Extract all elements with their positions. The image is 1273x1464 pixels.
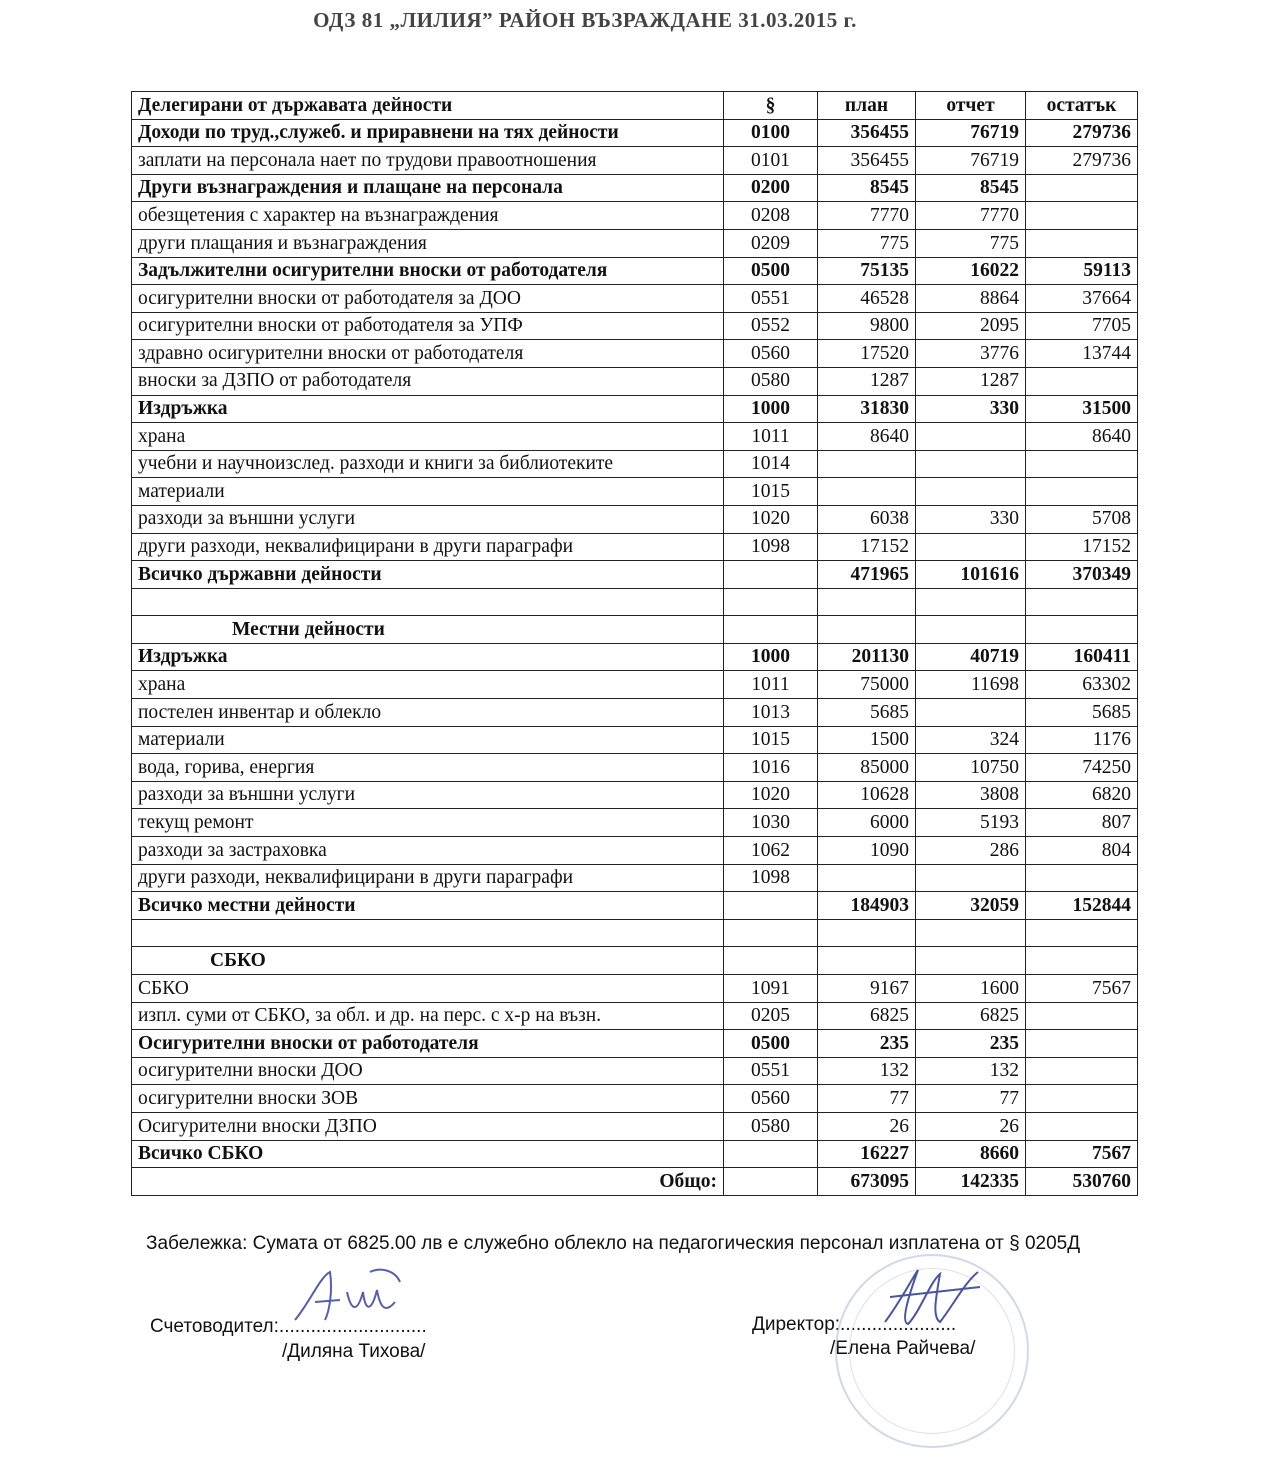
row-paragraph [724, 892, 818, 920]
row-remainder: 807 [1026, 809, 1138, 837]
row-plan: 1090 [818, 837, 916, 865]
row-plan [818, 947, 916, 975]
accountant-handwritten-signature [285, 1262, 415, 1332]
row-report: 286 [916, 837, 1026, 865]
row-label: Издръжка [132, 395, 724, 423]
row-remainder: 7567 [1026, 1140, 1138, 1168]
row-paragraph: 1062 [724, 837, 818, 865]
table-row [132, 919, 1138, 947]
table-row [132, 1002, 1138, 1030]
row-plan [818, 616, 916, 644]
row-remainder [1026, 450, 1138, 478]
row-plan: 471965 [818, 561, 916, 589]
row-remainder [1026, 174, 1138, 202]
row-report [916, 919, 1026, 947]
table-row [132, 1168, 1138, 1196]
director-signature-line: Директор:...................... [752, 1314, 957, 1335]
row-paragraph: 1015 [724, 478, 818, 506]
table-row [132, 395, 1138, 423]
row-paragraph: 0208 [724, 202, 818, 230]
row-report: 101616 [916, 561, 1026, 589]
row-plan: 8545 [818, 174, 916, 202]
row-paragraph: 0500 [724, 1030, 818, 1058]
table-row [132, 533, 1138, 561]
row-report [916, 947, 1026, 975]
row-remainder: 37664 [1026, 285, 1138, 313]
row-plan [818, 478, 916, 506]
row-report: 8545 [916, 174, 1026, 202]
row-report: 235 [916, 1030, 1026, 1058]
row-paragraph: 1000 [724, 395, 818, 423]
row-report: 8660 [916, 1140, 1026, 1168]
row-plan: 31830 [818, 395, 916, 423]
row-report [916, 616, 1026, 644]
row-paragraph [724, 1168, 818, 1196]
row-remainder [1026, 202, 1138, 230]
row-report: 77 [916, 1085, 1026, 1113]
row-report [916, 864, 1026, 892]
row-remainder: 7567 [1026, 975, 1138, 1003]
row-paragraph: 0580 [724, 1112, 818, 1140]
row-label: изпл. суми от СБКО, за обл. и др. на перс. с х-р на възн. [132, 1002, 724, 1030]
row-label: други разходи, неквалифицирани в други параграфи [132, 533, 724, 561]
director-name: /Елена Райчева/ [830, 1338, 976, 1359]
table-row [132, 671, 1138, 699]
row-remainder: 279736 [1026, 119, 1138, 147]
table-row [132, 423, 1138, 451]
row-label [132, 588, 724, 616]
row-plan: 6825 [818, 1002, 916, 1030]
table-row [132, 975, 1138, 1003]
row-label [132, 919, 724, 947]
row-remainder: 370349 [1026, 561, 1138, 589]
row-report: 330 [916, 395, 1026, 423]
row-remainder [1026, 1057, 1138, 1085]
row-label: вноски за ДЗПО от работодателя [132, 367, 724, 395]
row-plan [818, 588, 916, 616]
row-plan: 5685 [818, 699, 916, 727]
row-plan [818, 864, 916, 892]
row-paragraph: 1020 [724, 505, 818, 533]
row-plan: 356455 [818, 147, 916, 175]
row-plan: 10628 [818, 781, 916, 809]
row-paragraph [724, 561, 818, 589]
row-report: 142335 [916, 1168, 1026, 1196]
row-plan: 85000 [818, 754, 916, 782]
row-paragraph [724, 616, 818, 644]
row-plan [818, 919, 916, 947]
row-label: Всичко местни дейности [132, 892, 724, 920]
row-label: Задължителни осигурителни вноски от работодателя [132, 257, 724, 285]
table-row [132, 699, 1138, 727]
row-plan: 6038 [818, 505, 916, 533]
row-label: постелен инвентар и облекло [132, 699, 724, 727]
row-report: 76719 [916, 147, 1026, 175]
accountant-name: /Диляна Тихова/ [282, 1341, 426, 1362]
table-row [132, 1140, 1138, 1168]
row-label: СБКО [132, 947, 724, 975]
row-report: 775 [916, 229, 1026, 257]
document-title: ОДЗ 81 „ЛИЛИЯ” РАЙОН ВЪЗРАЖДАНЕ 31.03.2015 г. [313, 8, 857, 32]
row-paragraph: 1011 [724, 423, 818, 451]
row-label: вода, горива, енергия [132, 754, 724, 782]
row-label: храна [132, 423, 724, 451]
row-remainder: 74250 [1026, 754, 1138, 782]
row-paragraph: 1020 [724, 781, 818, 809]
row-plan: 1287 [818, 367, 916, 395]
row-remainder: 530760 [1026, 1168, 1138, 1196]
row-paragraph: 1016 [724, 754, 818, 782]
table-row [132, 340, 1138, 368]
row-label: Местни дейности [132, 616, 724, 644]
row-report [916, 588, 1026, 616]
table-row [132, 892, 1138, 920]
row-paragraph: 0200 [724, 174, 818, 202]
row-remainder [1026, 478, 1138, 506]
row-remainder [1026, 588, 1138, 616]
row-label: други разходи, неквалифицирани в други параграфи [132, 864, 724, 892]
row-label: Осигурителни вноски ДЗПО [132, 1112, 724, 1140]
row-report [916, 533, 1026, 561]
row-report: 3776 [916, 340, 1026, 368]
row-paragraph: 0560 [724, 340, 818, 368]
row-report: 32059 [916, 892, 1026, 920]
row-paragraph: 1015 [724, 726, 818, 754]
row-report: 5193 [916, 809, 1026, 837]
row-paragraph: 0205 [724, 1002, 818, 1030]
row-plan: 356455 [818, 119, 916, 147]
table-row [132, 285, 1138, 313]
footnote: Забележка: Сумата от 6825.00 лв е служебно облекло на педагогическия персонал изплатена от § 0205Д [146, 1233, 1081, 1254]
table-row [132, 864, 1138, 892]
row-remainder [1026, 367, 1138, 395]
row-report: 8864 [916, 285, 1026, 313]
row-paragraph [724, 947, 818, 975]
budget-table [131, 91, 1138, 1196]
row-label: учебни и научноизслед. разходи и книги за библиотеките [132, 450, 724, 478]
row-remainder: 804 [1026, 837, 1138, 865]
row-paragraph: 1030 [724, 809, 818, 837]
table-row [132, 257, 1138, 285]
accountant-signature-line: Счетоводител:............................ [150, 1316, 427, 1337]
row-paragraph: 0552 [724, 312, 818, 340]
row-paragraph: 1013 [724, 699, 818, 727]
row-label: осигурителни вноски от работодателя за ДОО [132, 285, 724, 313]
row-plan: 9167 [818, 975, 916, 1003]
row-remainder [1026, 616, 1138, 644]
row-plan: 6000 [818, 809, 916, 837]
table-row [132, 588, 1138, 616]
table-row [132, 947, 1138, 975]
row-plan: 17520 [818, 340, 916, 368]
row-remainder [1026, 1112, 1138, 1140]
row-remainder [1026, 919, 1138, 947]
row-plan: 75135 [818, 257, 916, 285]
row-label: разходи за външни услуги [132, 781, 724, 809]
table-row [132, 147, 1138, 175]
row-plan: 201130 [818, 643, 916, 671]
header-remainder: остатък [1026, 92, 1138, 120]
row-paragraph: 1011 [724, 671, 818, 699]
header-activity: Делегирани от държавата дейности [132, 92, 724, 120]
table-row [132, 202, 1138, 230]
table-row [132, 781, 1138, 809]
row-remainder [1026, 1030, 1138, 1058]
row-label: осигурителни вноски ДОО [132, 1057, 724, 1085]
row-report: 132 [916, 1057, 1026, 1085]
row-label: СБКО [132, 975, 724, 1003]
row-report: 330 [916, 505, 1026, 533]
row-label: текущ ремонт [132, 809, 724, 837]
row-remainder: 13744 [1026, 340, 1138, 368]
row-label: други плащания и възнаграждения [132, 229, 724, 257]
row-remainder: 17152 [1026, 533, 1138, 561]
header-plan: план [818, 92, 916, 120]
row-remainder [1026, 1085, 1138, 1113]
table-row [132, 450, 1138, 478]
table-row [132, 726, 1138, 754]
row-remainder [1026, 947, 1138, 975]
row-paragraph [724, 1140, 818, 1168]
row-remainder [1026, 229, 1138, 257]
table-row [132, 754, 1138, 782]
row-plan: 235 [818, 1030, 916, 1058]
table-row [132, 312, 1138, 340]
row-report: 324 [916, 726, 1026, 754]
row-paragraph: 0551 [724, 1057, 818, 1085]
row-report: 7770 [916, 202, 1026, 230]
row-plan: 184903 [818, 892, 916, 920]
table-row [132, 478, 1138, 506]
row-remainder [1026, 1002, 1138, 1030]
row-plan: 77 [818, 1085, 916, 1113]
row-label: осигурителни вноски от работодателя за УПФ [132, 312, 724, 340]
row-remainder: 8640 [1026, 423, 1138, 451]
director-handwritten-signature [870, 1262, 1000, 1342]
row-remainder: 7705 [1026, 312, 1138, 340]
table-row [132, 505, 1138, 533]
row-plan: 775 [818, 229, 916, 257]
row-report: 11698 [916, 671, 1026, 699]
row-report [916, 450, 1026, 478]
row-label: Общо: [132, 1168, 724, 1196]
row-label: храна [132, 671, 724, 699]
row-report: 26 [916, 1112, 1026, 1140]
row-report [916, 478, 1026, 506]
row-remainder: 59113 [1026, 257, 1138, 285]
row-paragraph: 0560 [724, 1085, 818, 1113]
table-row [132, 837, 1138, 865]
table-row [132, 174, 1138, 202]
row-paragraph: 0551 [724, 285, 818, 313]
row-plan: 132 [818, 1057, 916, 1085]
row-plan: 8640 [818, 423, 916, 451]
row-plan: 1500 [818, 726, 916, 754]
row-remainder: 279736 [1026, 147, 1138, 175]
row-remainder: 5685 [1026, 699, 1138, 727]
table-row [132, 1085, 1138, 1113]
row-label: разходи за външни услуги [132, 505, 724, 533]
row-report: 1600 [916, 975, 1026, 1003]
table-row [132, 616, 1138, 644]
row-label: Всичко СБКО [132, 1140, 724, 1168]
row-label: разходи за застраховка [132, 837, 724, 865]
row-plan: 75000 [818, 671, 916, 699]
row-report [916, 423, 1026, 451]
row-report: 16022 [916, 257, 1026, 285]
table-row [132, 643, 1138, 671]
row-remainder: 5708 [1026, 505, 1138, 533]
row-remainder: 6820 [1026, 781, 1138, 809]
row-label: Всичко държавни дейности [132, 561, 724, 589]
row-label: заплати на персонала нает по трудови правоотношения [132, 147, 724, 175]
row-report: 6825 [916, 1002, 1026, 1030]
row-label: обезщетения с характер на възнаграждения [132, 202, 724, 230]
row-report: 3808 [916, 781, 1026, 809]
row-remainder: 1176 [1026, 726, 1138, 754]
row-label: осигурителни вноски ЗОВ [132, 1085, 724, 1113]
row-remainder [1026, 864, 1138, 892]
row-report [916, 699, 1026, 727]
table-row [132, 1030, 1138, 1058]
row-paragraph [724, 588, 818, 616]
row-plan: 9800 [818, 312, 916, 340]
row-label: материали [132, 478, 724, 506]
table-row [132, 229, 1138, 257]
row-paragraph: 0100 [724, 119, 818, 147]
row-paragraph: 0580 [724, 367, 818, 395]
row-paragraph: 1098 [724, 864, 818, 892]
table-row [132, 561, 1138, 589]
row-report: 76719 [916, 119, 1026, 147]
row-paragraph: 1098 [724, 533, 818, 561]
row-plan: 7770 [818, 202, 916, 230]
row-report: 10750 [916, 754, 1026, 782]
header-report: отчет [916, 92, 1026, 120]
table-row [132, 809, 1138, 837]
row-label: материали [132, 726, 724, 754]
row-label: Други възнаграждения и плащане на персонала [132, 174, 724, 202]
table-header-row [132, 92, 1138, 120]
row-plan: 46528 [818, 285, 916, 313]
header-paragraph: § [724, 92, 818, 120]
row-label: Издръжка [132, 643, 724, 671]
row-report: 1287 [916, 367, 1026, 395]
row-plan [818, 450, 916, 478]
row-remainder: 63302 [1026, 671, 1138, 699]
row-remainder: 31500 [1026, 395, 1138, 423]
table-row [132, 119, 1138, 147]
row-remainder: 152844 [1026, 892, 1138, 920]
row-label: здравно осигурителни вноски от работодателя [132, 340, 724, 368]
row-report: 2095 [916, 312, 1026, 340]
row-paragraph: 0101 [724, 147, 818, 175]
row-label: Осигурителни вноски от работодателя [132, 1030, 724, 1058]
row-paragraph: 0209 [724, 229, 818, 257]
table-row [132, 1112, 1138, 1140]
row-label: Доходи по труд.,служеб. и приравнени на тях дейности [132, 119, 724, 147]
row-paragraph: 1000 [724, 643, 818, 671]
row-paragraph: 1014 [724, 450, 818, 478]
row-paragraph: 1091 [724, 975, 818, 1003]
row-plan: 16227 [818, 1140, 916, 1168]
row-paragraph [724, 919, 818, 947]
row-remainder: 160411 [1026, 643, 1138, 671]
row-plan: 26 [818, 1112, 916, 1140]
row-plan: 673095 [818, 1168, 916, 1196]
row-report: 40719 [916, 643, 1026, 671]
table-row [132, 1057, 1138, 1085]
table-row [132, 367, 1138, 395]
row-paragraph: 0500 [724, 257, 818, 285]
row-plan: 17152 [818, 533, 916, 561]
